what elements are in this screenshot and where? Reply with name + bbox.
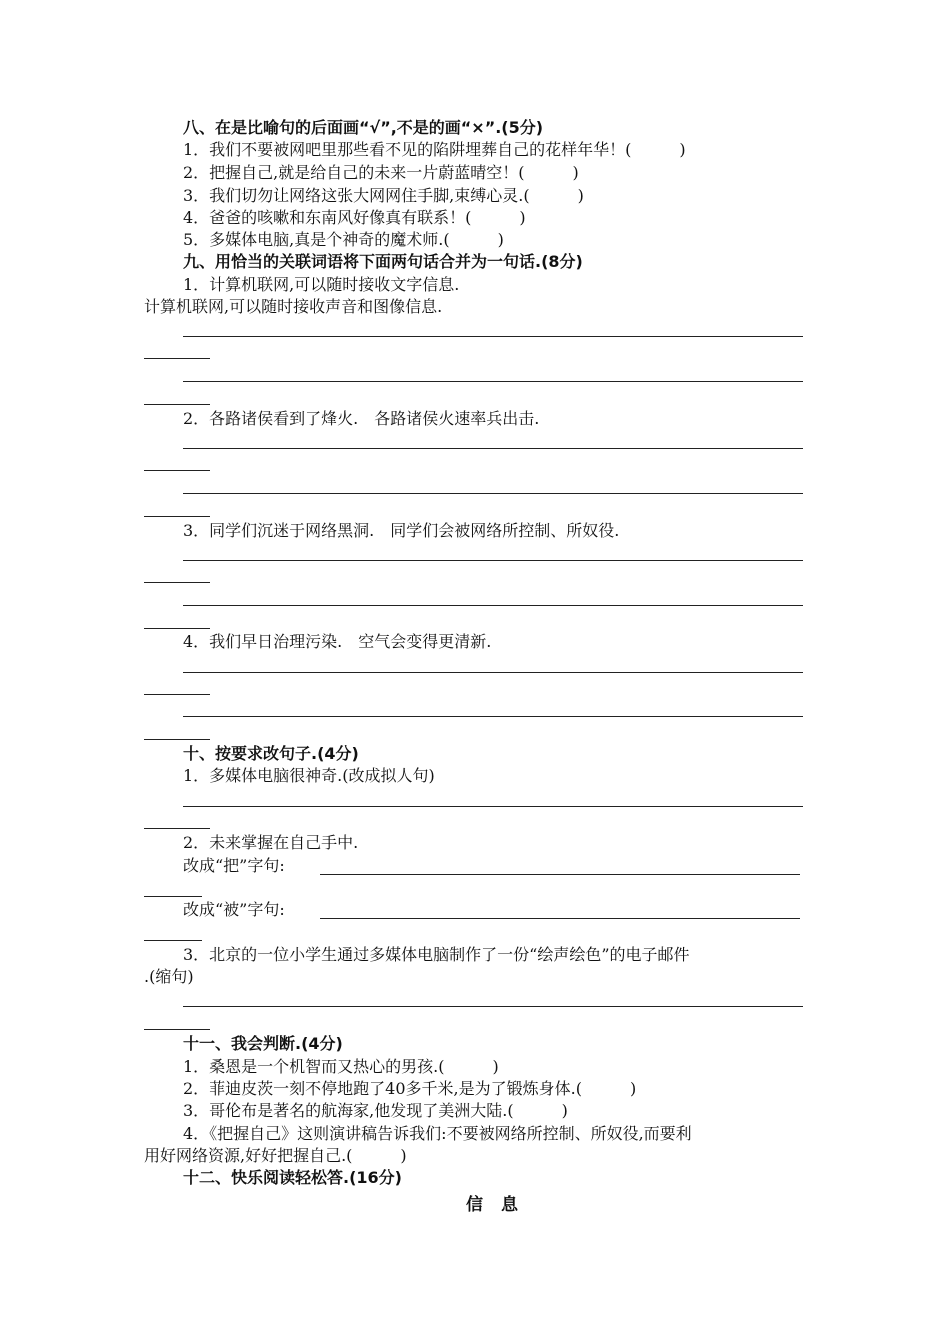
sec10-q2-ba: 改成“把”字句: [183, 856, 285, 875]
answer-line-tail[interactable] [144, 516, 210, 517]
section-9-heading: 九、用恰当的关联词语将下面两句话合并为一句话.(8分) [183, 252, 583, 271]
answer-line[interactable] [183, 493, 803, 494]
sec9-q4: 4．我们早日治理污染. 空气会变得更清新. [183, 632, 492, 651]
answer-line[interactable] [183, 381, 803, 382]
answer-line[interactable] [183, 336, 803, 337]
sec9-q3: 3．同学们沉迷于网络黑洞. 同学们会被网络所控制、所奴役. [183, 521, 620, 540]
sec11-item-3: 3．哥伦布是著名的航海家,他发现了美洲大陆.( ) [183, 1101, 568, 1120]
sec11-item-1: 1．桑恩是一个机智而又热心的男孩.( ) [183, 1057, 499, 1076]
answer-line-tail[interactable] [144, 358, 210, 359]
sec9-q2: 2．各路诸侯看到了烽火. 各路诸侯火速率兵出击. [183, 409, 540, 428]
answer-line[interactable] [183, 672, 803, 673]
section-10-heading: 十、按要求改句子.(4分) [183, 744, 359, 763]
sec10-q1: 1．多媒体电脑很神奇.(改成拟人句) [183, 766, 435, 785]
sec11-item-4-line2: 用好网络资源,好好把握自己.( ) [144, 1146, 407, 1165]
sec10-q3-line2: .(缩句) [144, 967, 194, 986]
answer-line[interactable] [183, 448, 803, 449]
sec10-q2-bei: 改成“被”字句: [183, 900, 285, 919]
answer-line[interactable] [183, 605, 803, 606]
sec8-item-3: 3．我们切勿让网络这张大网网住手脚,束缚心灵.( ) [183, 186, 584, 205]
sec9-q1-line1: 1．计算机联网,可以随时接收文字信息. [183, 275, 460, 294]
answer-line-tail[interactable] [144, 940, 202, 941]
answer-line[interactable] [183, 806, 803, 807]
answer-line[interactable] [320, 874, 800, 875]
answer-line-tail[interactable] [144, 628, 210, 629]
sec9-q1-line2: 计算机联网,可以随时接收声音和图像信息. [144, 297, 443, 316]
answer-line-tail[interactable] [144, 470, 210, 471]
answer-line-tail[interactable] [144, 896, 202, 897]
answer-line-tail[interactable] [144, 694, 210, 695]
answer-line-tail[interactable] [144, 828, 210, 829]
answer-line-tail[interactable] [144, 582, 210, 583]
answer-line-tail[interactable] [144, 1029, 210, 1030]
answer-line-tail[interactable] [144, 739, 210, 740]
sec10-q3-line1: 3．北京的一位小学生通过多媒体电脑制作了一份“绘声绘色”的电子邮件 [183, 945, 690, 964]
sec8-item-5: 5．多媒体电脑,真是个神奇的魔术师.( ) [183, 230, 504, 249]
sec8-item-4: 4．爸爸的咳嗽和东南风好像真有联系！( ) [183, 208, 526, 227]
section-8-heading: 八、在是比喻句的后面画“√”,不是的画“×”.(5分) [183, 118, 544, 137]
answer-line-tail[interactable] [144, 404, 210, 405]
reading-title: 信息 [466, 1195, 536, 1215]
section-12-heading: 十二、快乐阅读轻松答.(16分) [183, 1168, 402, 1187]
sec8-item-2: 2．把握自己,就是给自己的未来一片蔚蓝晴空！( ) [183, 163, 579, 182]
section-11-heading: 十一、我会判断.(4分) [183, 1034, 343, 1053]
answer-line[interactable] [183, 716, 803, 717]
answer-line[interactable] [320, 918, 800, 919]
sec11-item-4-line1: 4．《把握自己》这则演讲稿告诉我们:不要被网络所控制、所奴役,而要利 [183, 1124, 692, 1143]
sec11-item-2: 2．菲迪皮茨一刻不停地跑了40多千米,是为了锻炼身体.( ) [183, 1079, 637, 1098]
sec8-item-1: 1．我们不要被网吧里那些看不见的陷阱埋葬自己的花样年华！( ) [183, 140, 686, 159]
answer-line[interactable] [183, 560, 803, 561]
answer-line[interactable] [183, 1006, 803, 1007]
sec10-q2: 2．未来掌握在自己手中. [183, 833, 359, 852]
